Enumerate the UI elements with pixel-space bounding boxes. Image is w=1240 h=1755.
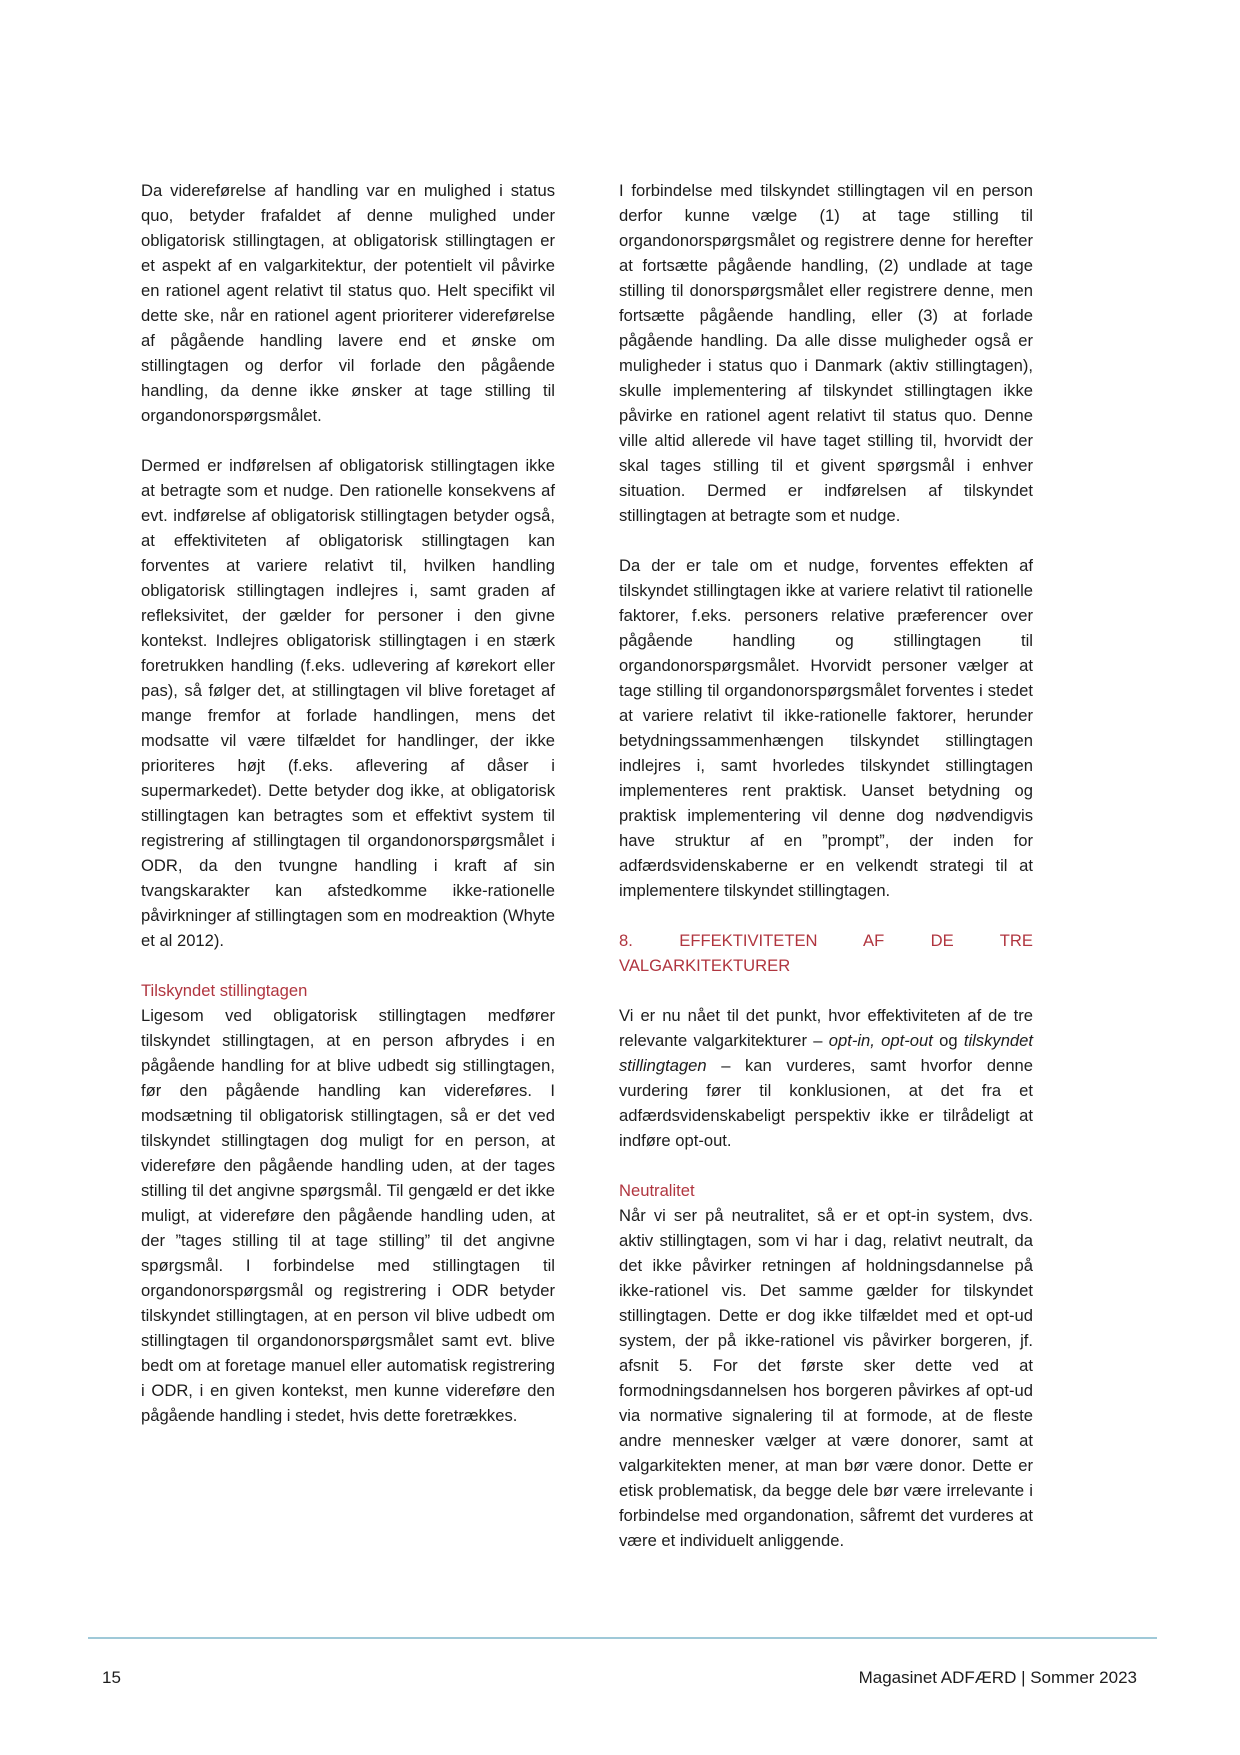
emphasis-opt-in-opt-out: opt-in, opt-out [828,1031,933,1050]
paragraph-with-emphasis [619,1003,1033,1153]
paragraph: Når vi ser på neutralitet, så er et opt-in system, dvs. aktiv stillingtagen, som vi har i dag, relativt neutralt, da det ikke påvirker retningen af holdningsdannelse på ikke-rationel vis. Det samme gælder for tilskyndet stillingtagen. Dette er dog ikke tilfældet med et opt-ud system, der på ikke-rationel vis påvirker borgeren, jf. afsnit 5. For det første sker dette ved at formodningsdannelsen hos borgeren påvirkes af opt-ud via normative signalering til at formode, at de fleste andre mennesker vælger at være donorer, samt at valgarkitekten mener, at man bør være donor. Dette er etisk problematisk, da begge dele bør være irrelevante i forbindelse med organdonation, såfremt det vurderes at være et individuelt anliggende. [619,1206,1033,1550]
text-run: og [932,1031,964,1050]
paragraph: Dermed er indførelsen af obligatorisk stillingtagen ikke at betragte som et nudge. Den rationelle konsekvens af evt. indførelse af obligatorisk stillingtagen betyder også, at effektiviteten af obligatorisk stillingtagen kan forventes at variere relativt til, hvilken handling obligatorisk stillingtagen indlejres i, samt graden af refleksivitet, der gælder for personer i den givne kontekst. Indlejres obligatorisk stillingtagen i en stærk foretrukken handling (f.eks. udlevering af kørekort eller pas), så følger det, at stillingtagen vil blive foretaget af mange fremfor at forlade handlingen, mens det modsatte vil være tilfældet for handlinger, der ikke prioriteres højt (f.eks. aflevering af dåser i supermarkedet). Dette betyder dog ikke, at obligatorisk stillingtagen kan betragtes som et effektivt system til registrering af stillingtagen til organdonorspørgsmålet i ODR, da den tvungne handling i kraft af sin tvangskarakter kan afstedkomme ikke-rationelle påvirkninger af stillingtagen som en modreaktion (Whyte et al 2012). [141,456,555,950]
emphasis-tilskyndet: tilskyndet stillingtagen [619,1031,1033,1075]
paragraph: Da der er tale om et nudge, forventes effekten af tilskyndet stillingtagen ikke at variere relativt til rationelle faktorer, f.eks. personers relative præferencer over pågående handling og stillingtagen til organdonorspørgsmålet. Hvorvidt personer vælger at tage stilling til organdonorspørgsmålet forventes i stedet at variere relativt til ikke-rationelle faktorer, herunder betydningssammenhængen tilskyndet stillingtagen indlejres i, samt hvorledes tilskyndet stillingtagen implementeres rent praktisk. Uanset betydning og praktisk implementering vil denne dog nødvendigvis have struktur af en ”prompt”, der inden for adfærdsvidenskaberne er en velkendt strategi til at implementere tilskyndet stillingtagen. [619,556,1033,900]
left-column [141,178,555,1428]
publication-info: Magasinet ADFÆRD | Sommer 2023 [858,1668,1137,1687]
page-number: 15 [102,1668,121,1687]
subheading-neutralitet: Neutralitet [619,1181,695,1200]
text-run: Vi er nu nået til det punkt, hvor effektiviteten af de tre relevante valgarkitekturer – [619,1006,1033,1050]
paragraph: Da videreførelse af handling var en mulighed i status quo, betyder frafaldet af denne mulighed under obligatorisk stillingtagen, at obligatorisk stillingtagen er et aspekt af en valgarkitektur, der potentielt vil påvirke en rationel agent relativt til status quo. Helt specifikt vil dette ske, når en rationel agent prioriterer videreførelse af pågående handling lavere end et ønske om stillingtagen og derfor vil forlade den pågående handling, da denne ikke ønsker at tage stilling til organdonorspørgsmålet. [141,181,555,425]
section-heading: 8. EFFEKTIVITETEN AF DE TRE VALGARKITEKTURER [619,931,1033,975]
footer-divider [88,1637,1157,1639]
text-run: – kan vurderes, samt hvorfor denne vurdering fører til konklusionen, at det fra et adfærdsvidenskabeligt perspektiv ikke er tilrådeligt at indføre opt-out. [619,1056,1033,1150]
subheading-tilskyndet-stillingtagen: Tilskyndet stillingtagen [141,981,308,1000]
paragraph: Ligesom ved obligatorisk stillingtagen medfører tilskyndet stillingtagen, at en person afbrydes i en pågående handling for at blive udbedt sig stillingtagen, før den pågående handling kan videreføres. I modsætning til obligatorisk stillingtagen, så er det ved tilskyndet stillingtagen dog muligt for en person, at videreføre den pågående handling uden, at der tages stilling til det angivne spørgsmål. Til gengæld er det ikke muligt, at videreføre den pågående handling uden, at der ”tages stilling til at tage stilling” til det angivne spørgsmål. I forbindelse med stillingtagen til organdonorspørgsmål og registrering i ODR betyder tilskyndet stillingtagen, at en person vil blive udbedt om stillingtagen til organdonorspørgsmålet samt evt. blive bedt om at foretage manuel eller automatisk registrering i ODR, i en given kontekst, men kunne videreføre den pågående handling i stedet, hvis dette foretrækkes. [141,1006,555,1425]
paragraph: I forbindelse med tilskyndet stillingtagen vil en person derfor kunne vælge (1) at tage stilling til organdonorspørgsmålet og registrere denne for herefter at fortsætte pågående handling, (2) undlade at tage stilling til donorspørgsmålet eller registrere denne, men fortsætte pågående handling, eller (3) at forlade pågående handling. Da alle disse muligheder også er muligheder i status quo i Danmark (aktiv stillingtagen), skulle implementering af tilskyndet stillingtagen ikke påvirke en rationel agent relativt til status quo. Denne ville altid allerede vil have taget stilling til, hvorvidt der skal tages stilling til et givent spørgsmål i enhver situation. Dermed er indførelsen af tilskyndet stillingtagen at betragte som et nudge. [619,181,1033,525]
right-column [619,178,1033,1553]
